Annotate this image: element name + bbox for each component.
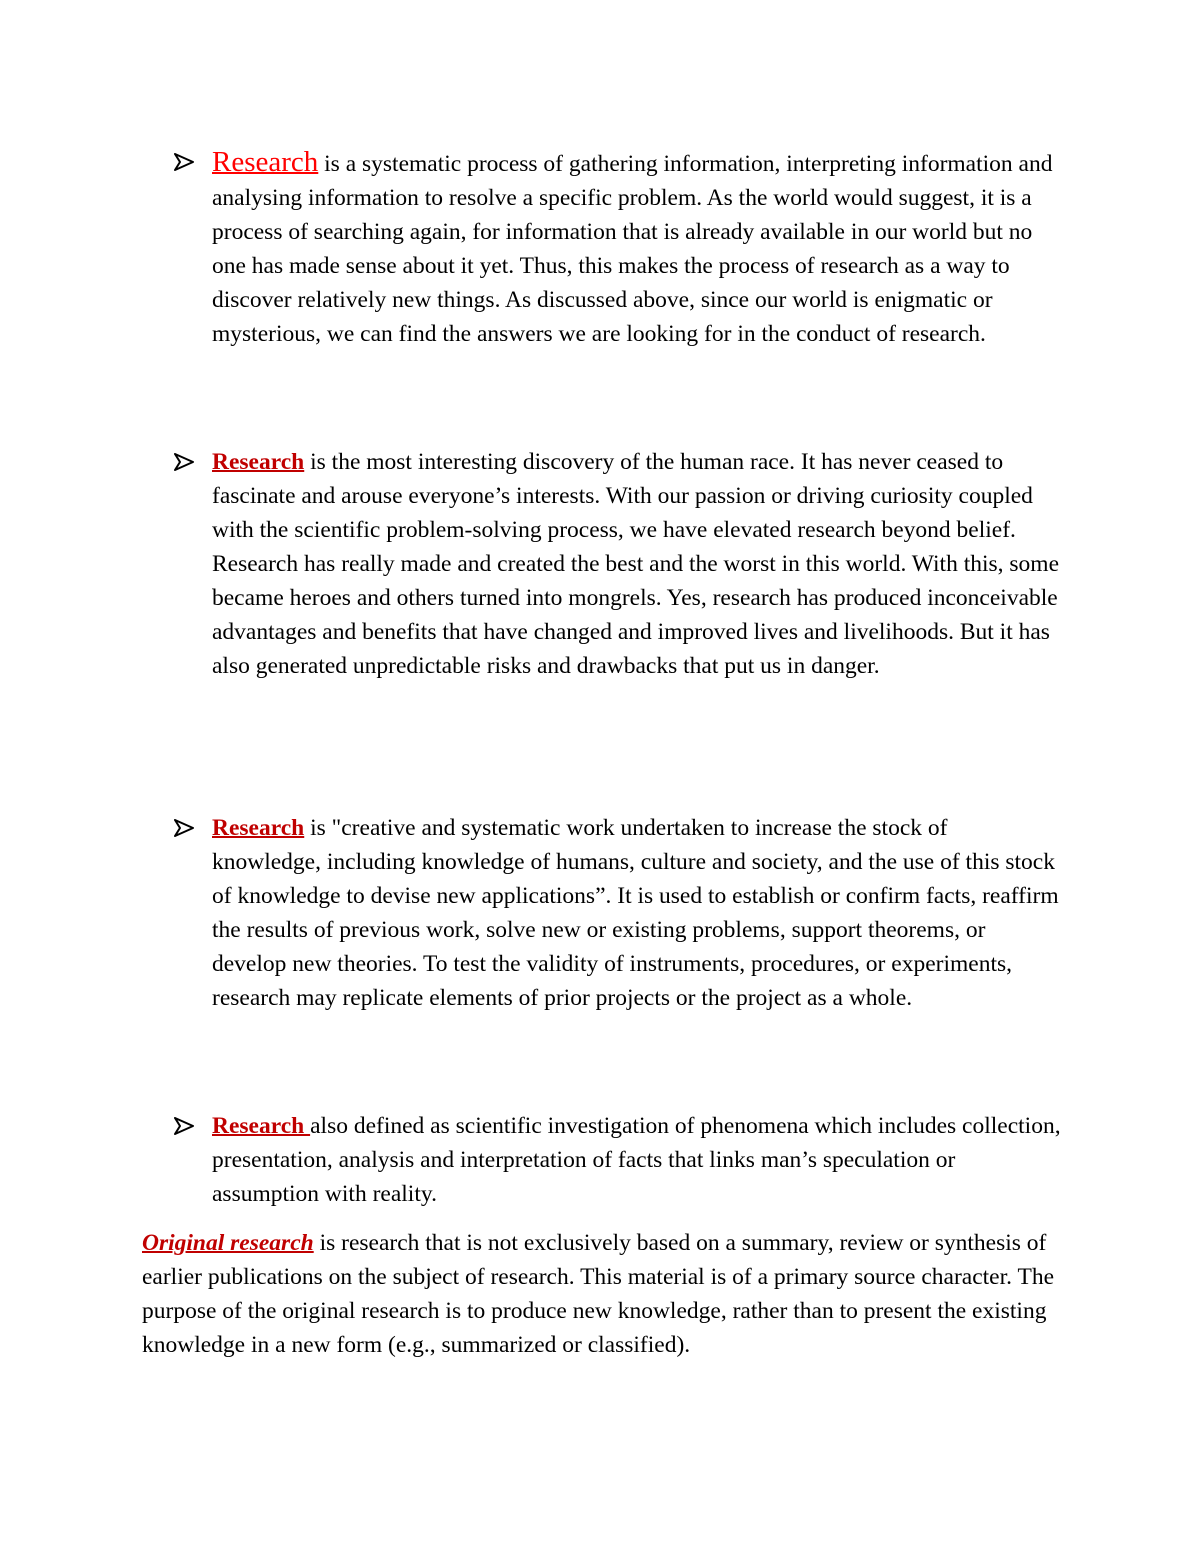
bullet-text: also defined as scientific investigation of phenomena which includes collection, presentation, analysis and interpretation of facts that links man’s speculation or assumption with reality. [212, 1113, 1061, 1207]
bullet-text: is the most interesting discovery of the human race. It has never ceased to fascinate and arouse everyone’s interests. With our passion or driving curiosity coupled with the scientific problem-solving process, we have elevated research beyond belief. Research has really made and created the best and the worst in this world. With this, some became heroes and others turned into mongrels. Yes, research has produced inconceivable advantages and benefits that have changed and improved lives and livelihoods. But it has also generated unpredictable risks and drawbacks that put us in danger. [212, 449, 1059, 679]
bullet-item-3 [212, 811, 1062, 1015]
term-research: Research [212, 815, 305, 841]
arrowhead-bullet-icon [174, 445, 196, 479]
original-research-paragraph [142, 1226, 1062, 1362]
bullet-text: is a systematic process of gathering information, interpreting information and analysing information to resolve a specific problem. As the world would suggest, it is a process of searching again, for information that is already available in our world but no one has made sense about it yet. Thus, this makes the process of research as a way to discover relatively new things. As discussed above, since our world is enigmatic or mysterious, we can find the answers we are looking for in the conduct of research. [212, 151, 1053, 347]
term-research: Research [212, 1113, 311, 1139]
bullet-item-2 [212, 445, 1062, 683]
paragraph-text: is research that is not exclusively based on a summary, review or synthesis of earlier publications on the subject of research. This material is of a primary source character. The purpose of the original research is to produce new knowledge, rather than to present the existing knowledge in a new form (e.g., summarized or classified). [142, 1230, 1055, 1358]
term-research: Research [212, 449, 305, 475]
term-research: Research [212, 146, 319, 178]
bullet-text: is "creative and systematic work undertaken to increase the stock of knowledge, including knowledge of humans, culture and society, and the use of this stock of knowledge to devise new applications”. It is used to establish or confirm facts, reaffirm the results of previous work, solve new or existing problems, support theorems, or develop new theories. To test the validity of instruments, procedures, or experiments, research may replicate elements of prior projects or the project as a whole. [212, 815, 1059, 1011]
term-original-research: Original research [142, 1230, 314, 1256]
arrowhead-bullet-icon [174, 145, 196, 179]
arrowhead-bullet-icon [174, 1109, 196, 1143]
bullet-item-1 [212, 145, 1062, 351]
arrowhead-bullet-icon [174, 811, 196, 845]
bullet-item-4 [212, 1109, 1062, 1211]
